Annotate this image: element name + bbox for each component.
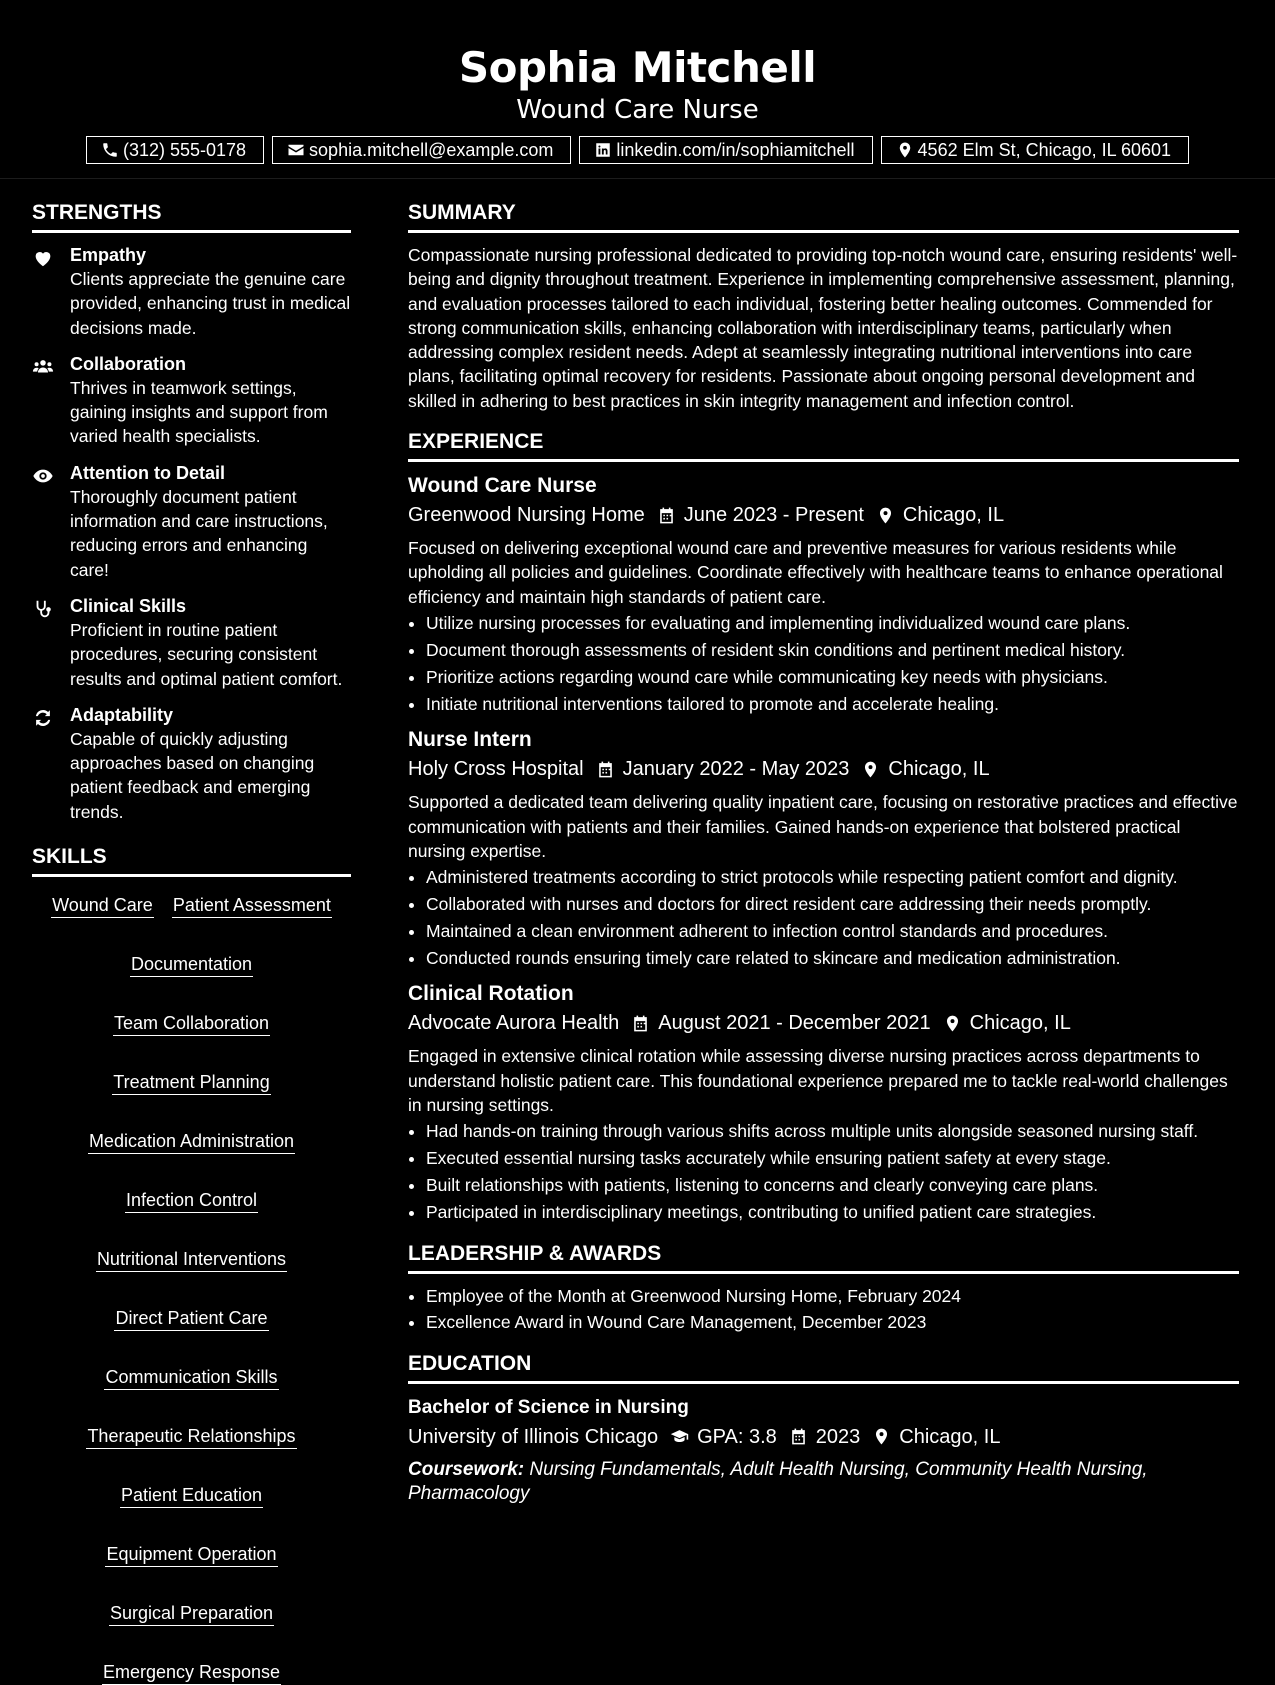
map-pin-icon [872, 1427, 891, 1446]
awards-heading: LEADERSHIP & AWARDS [408, 1239, 1239, 1274]
skill-tag: Treatment Planning [112, 1070, 270, 1095]
strength-item [32, 461, 351, 582]
job-bullets [408, 611, 1239, 716]
strength-title: Collaboration [70, 353, 186, 374]
job-title: Clinical Rotation [408, 982, 574, 1006]
strengths-heading: STRENGTHS [32, 198, 351, 233]
strength-desc: Thrives in teamwork settings, gaining insights and support from varied health specialists. [70, 377, 328, 447]
candidate-role: Wound Care Nurse [516, 95, 759, 125]
experience-heading: EXPERIENCE [408, 427, 1239, 462]
phone-icon [101, 141, 119, 159]
strength-item [32, 243, 351, 340]
contact-email-text: sophia.mitchell@example.com [309, 140, 554, 160]
summary-text: Compassionate nursing professional dedicated to providing top-notch wound care, ensuring residents' well-being and dignity throughout treatment. Experience in implementing comprehensive assessment, planning, and evaluation processes tailored to each individual, fostering better healing outcomes. Commended for strong communication skills, enhancing collaboration with interdisciplinary teams, particularly when addressing complex resident needs. Adept at seamlessly integrating nutritional interventions into care plans, facilitating optimal recovery for residents. Passionate about ongoing personal development and skilled in adhering to best practices in skin integrity management and infection control. [408, 245, 1238, 411]
list-item: • Employee of the Month at Greenwood Nursing Home, February 2024 [426, 1284, 1239, 1308]
left-column [32, 198, 351, 1685]
refresh-icon [32, 707, 54, 729]
job-description: Focused on delivering exceptional wound care and preventive measures for various residents while upholding all policies and guidelines. Coordinate effectively with healthcare teams to enhance operational efficiency and maintain high standards of patient care. [408, 538, 1223, 607]
skill-tag: Direct Patient Care [114, 1306, 268, 1331]
job-title: Nurse Intern [408, 728, 532, 752]
skill-tag: Surgical Preparation [109, 1601, 274, 1626]
job-meta [408, 754, 1239, 784]
coursework [408, 1458, 1239, 1506]
calendar-icon [657, 506, 676, 525]
job-dates: June 2023 - Present [683, 504, 864, 527]
job-dates: January 2022 - May 2023 [622, 758, 850, 781]
right-column [408, 198, 1239, 1506]
strength-item [32, 703, 351, 824]
header-divider [0, 178, 1275, 179]
job-org: Greenwood Nursing Home [408, 504, 645, 527]
graduation-year: 2023 [815, 1425, 861, 1448]
education-location: Chicago, IL [899, 1425, 1001, 1448]
list-item: • Excellence Award in Wound Care Management, December 2023 [426, 1310, 1239, 1334]
calendar-icon [631, 1014, 650, 1033]
education-heading: EDUCATION [408, 1349, 1239, 1384]
skill-tag: Infection Control [125, 1188, 258, 1213]
job-location: Chicago, IL [969, 1012, 1071, 1035]
skills-heading: SKILLS [32, 842, 351, 877]
skill-tag: Patient Assessment [172, 893, 332, 918]
list-item: • Conducted rounds ensuring timely care related to skincare and medication administration. [426, 946, 1239, 970]
candidate-name: Sophia Mitchell [458, 43, 817, 92]
strength-desc: Proficient in routine patient procedures, securing consistent results and optimal patient comfort. [70, 619, 343, 689]
strength-item [32, 594, 351, 691]
stethoscope-icon [32, 598, 54, 620]
job-meta [408, 1008, 1239, 1038]
school-name: University of Illinois Chicago [408, 1425, 659, 1448]
list-item: • Collaborated with nurses and doctors for direct resident care addressing their needs promptly. [426, 892, 1239, 916]
strength-title: Clinical Skills [70, 595, 187, 616]
envelope-icon [287, 141, 305, 159]
job-bullets [408, 1119, 1239, 1224]
graduation-cap-icon [670, 1427, 689, 1446]
strength-desc: Clients appreciate the genuine care provided, enhancing trust in medical decisions made. [70, 269, 351, 338]
skill-tag: Team Collaboration [113, 1011, 270, 1036]
education-meta [408, 1422, 1239, 1452]
skill-tag: Nutritional Interventions [96, 1247, 287, 1272]
strength-item [32, 352, 351, 449]
map-pin-icon [896, 141, 914, 159]
contact-email[interactable] [272, 136, 571, 164]
contact-linkedin-text: linkedin.com/in/sophiamitchell [616, 140, 855, 160]
list-item: • Participated in interdisciplinary meetings, contributing to unified patient care strategies. [426, 1200, 1239, 1224]
list-item: • Built relationships with patients, listening to concerns and clearly conveying care plans. [426, 1173, 1239, 1197]
contact-bar [0, 136, 1275, 164]
list-item: • Document thorough assessments of resident skin conditions and pertinent medical history. [426, 638, 1239, 662]
gpa: GPA: 3.8 [697, 1425, 777, 1448]
strength-desc: Capable of quickly adjusting approaches based on changing patient feedback and emerging trends. [70, 728, 315, 822]
strength-title: Empathy [70, 245, 147, 265]
job-entry [408, 472, 1239, 716]
map-pin-icon [943, 1014, 962, 1033]
contact-address[interactable] [881, 136, 1190, 164]
coursework-label: Coursework: [408, 1458, 525, 1480]
job-entry [408, 980, 1239, 1224]
skill-tag: Therapeutic Relationships [86, 1424, 296, 1449]
eye-icon [32, 465, 54, 487]
list-item: • Prioritize actions regarding wound care while communicating key needs with physicians. [426, 665, 1239, 689]
summary-heading: SUMMARY [408, 198, 1239, 233]
degree-title: Bachelor of Science in Nursing [408, 1396, 689, 1418]
list-item: • Maintained a clean environment adherent to infection control standards and procedures. [426, 919, 1239, 943]
linkedin-icon [594, 141, 612, 159]
skill-tag: Wound Care [51, 893, 154, 918]
job-dates: August 2021 - December 2021 [658, 1012, 931, 1035]
list-item: • Administered treatments according to strict protocols while respecting patient comfort and dignity. [426, 865, 1239, 889]
heart-icon [32, 247, 54, 269]
strength-desc: Thoroughly document patient information and care instructions, reducing errors and enhancing care! [70, 486, 328, 580]
skill-tag: Communication Skills [104, 1365, 278, 1390]
strength-title: Adaptability [70, 704, 174, 725]
job-location: Chicago, IL [888, 758, 990, 781]
list-item: • Utilize nursing processes for evaluating and implementing individualized wound care plans. [426, 611, 1239, 635]
skill-tag: Documentation [130, 952, 253, 977]
job-meta [408, 500, 1239, 530]
list-item: • Had hands-on training through various shifts across multiple units alongside seasoned nursing staff. [426, 1119, 1239, 1143]
job-bullets [408, 865, 1239, 970]
coursework-list: Nursing Fundamentals, Adult Health Nursing, Community Health Nursing, Pharmacology [408, 1458, 1148, 1504]
resume-header [0, 0, 1275, 164]
strength-title: Attention to Detail [70, 462, 225, 483]
job-location: Chicago, IL [902, 504, 1005, 527]
job-org: Holy Cross Hospital [408, 758, 584, 781]
contact-address-text: 4562 Elm St, Chicago, IL 60601 [917, 140, 1172, 160]
list-item: • Initiate nutritional interventions tailored to promote and accelerate healing. [426, 692, 1239, 716]
contact-phone[interactable] [86, 136, 264, 164]
list-item: • Executed essential nursing tasks accurately while ensuring patient safety at every stage. [426, 1146, 1239, 1170]
contact-phone-text: (312) 555-0178 [122, 140, 247, 160]
skill-tag: Patient Education [120, 1483, 263, 1508]
skill-tag: Emergency Response [102, 1660, 281, 1685]
skill-tag: Medication Administration [88, 1129, 295, 1154]
job-entry [408, 726, 1239, 970]
map-pin-icon [876, 506, 895, 525]
job-description: Engaged in extensive clinical rotation while assessing diverse nursing practices across departments to understand holistic patient care. This foundational experience prepared me to tackle real-world challenges in nursing settings. [408, 1046, 1228, 1115]
skills-list [32, 887, 351, 1685]
contact-linkedin[interactable] [579, 136, 872, 164]
users-icon [32, 356, 54, 378]
job-org: Advocate Aurora Health [408, 1012, 620, 1035]
map-pin-icon [861, 760, 880, 779]
awards-list [408, 1284, 1239, 1335]
skill-tag: Equipment Operation [105, 1542, 277, 1567]
job-title: Wound Care Nurse [408, 474, 597, 498]
job-description: Supported a dedicated team delivering quality inpatient care, focusing on restorative practices and effective communication with patients and their families. Gained hands-on experience that bolstered practical nursing expertise. [408, 792, 1238, 861]
calendar-icon [596, 760, 615, 779]
calendar-icon [789, 1427, 808, 1446]
